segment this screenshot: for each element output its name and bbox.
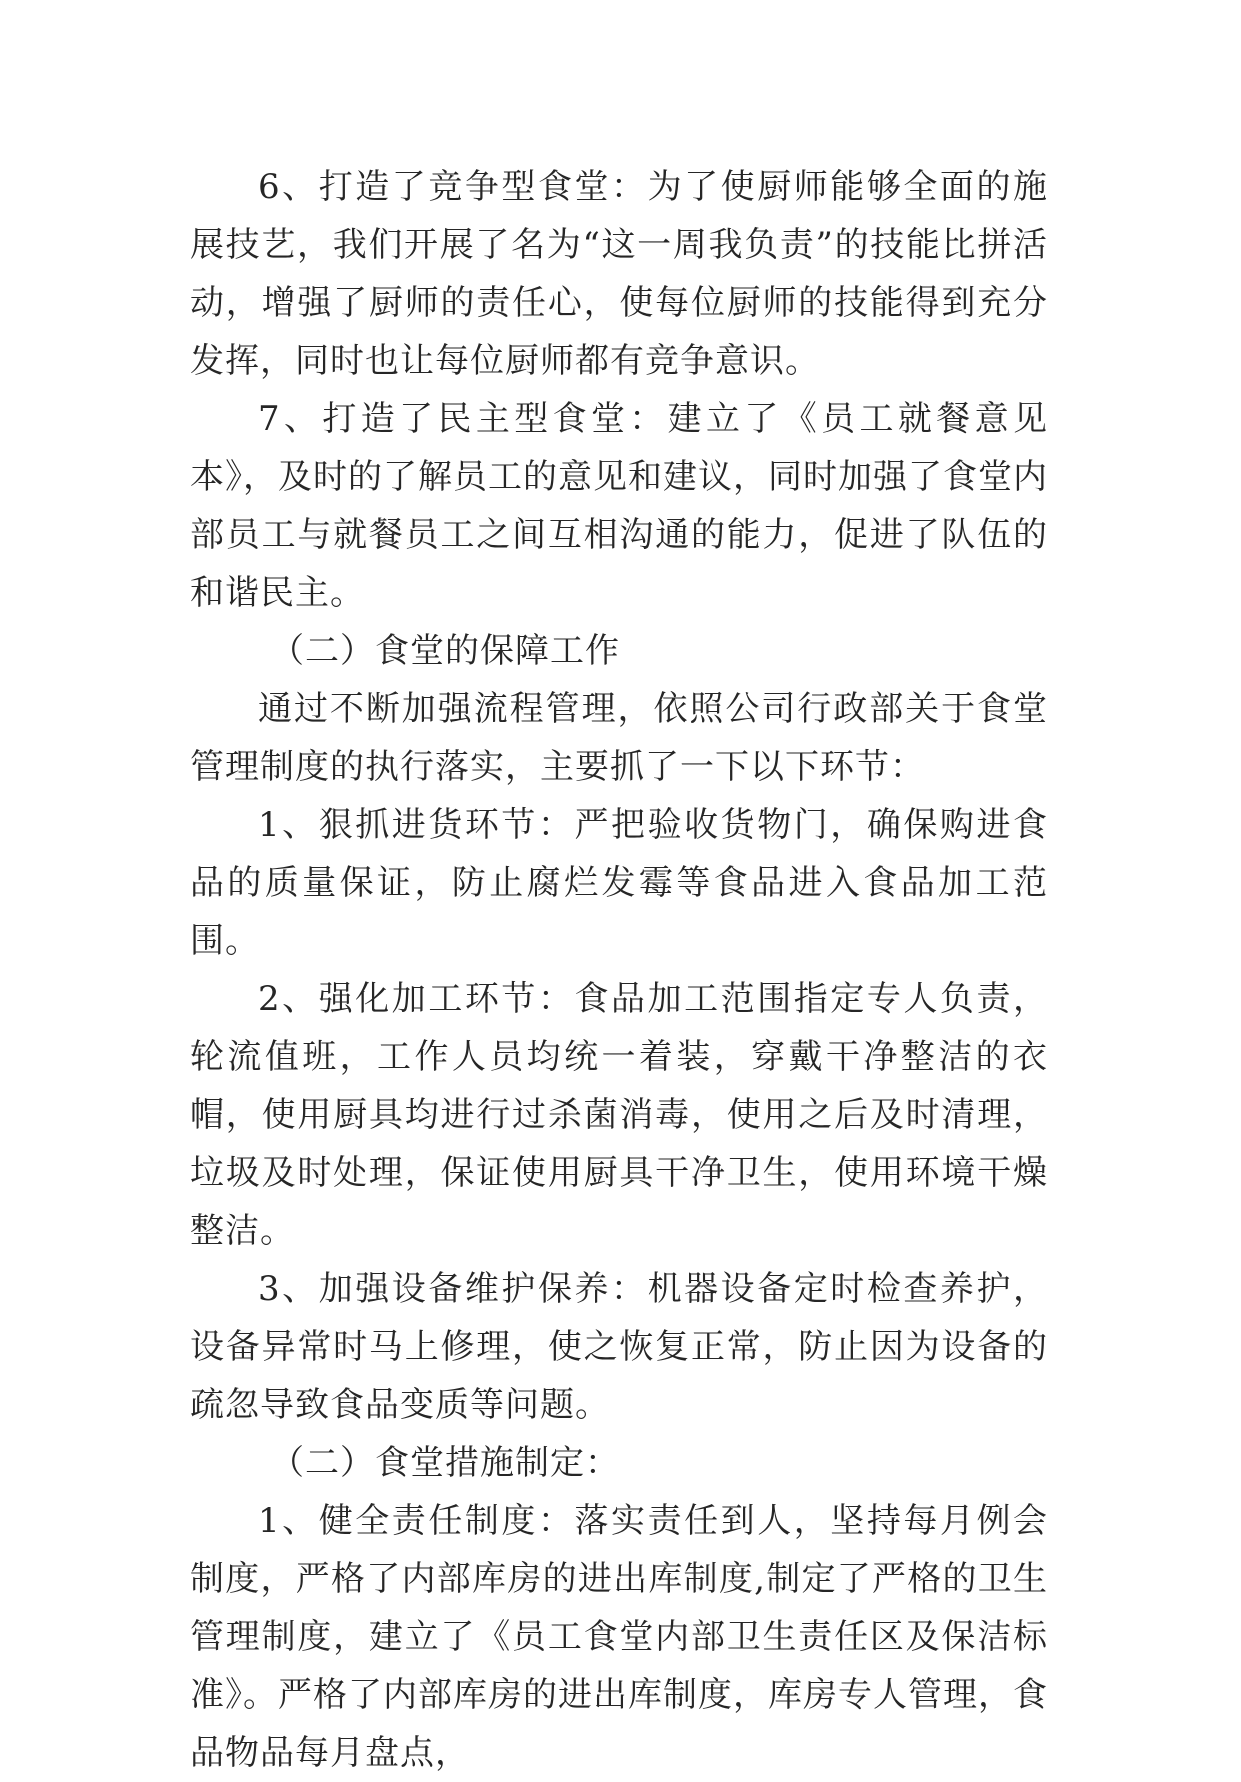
section-heading-guarantee-work: （二）食堂的保障工作 [270,631,620,671]
document-body [190,158,1048,1782]
paragraph-democratic-canteen: 7、打造了民主型食堂：建立了《员工就餐意见本》，及时的了解员工的意见和建议，同时加强了食堂内部员工与就餐员工之间互相沟通的能力，促进了队伍的和谐民主。 [190,399,1048,613]
paragraph-purchasing: 1、狠抓进货环节：严把验收货物门，确保购进食品的质量保证，防止腐烂发霉等食品进入食品加工范围。 [190,805,1048,961]
section-heading-measures: （二）食堂措施制定： [270,1443,620,1483]
paragraph-responsibility-system: 1、健全责任制度：落实责任到人，坚持每月例会制度，严格了内部库房的进出库制度,制定了严格的卫生管理制度，建立了《员工食堂内部卫生责任区及保洁标准》。严格了内部库房的进出库制度，库房专人管理，食品物品每月盘点， [190,1501,1048,1773]
paragraph-processing: 2、强化加工环节：食品加工范围指定专人负责，轮流值班，工作人员均统一着装，穿戴干净整洁的衣帽，使用厨具均进行过杀菌消毒，使用之后及时清理，垃圾及时处理，保证使用厨具干净卫生，使用环境干燥整洁。 [190,979,1048,1251]
paragraph-competitive-canteen: 6、打造了竞争型食堂：为了使厨师能够全面的施展技艺，我们开展了名为“这一周我负责”的技能比拼活动，增强了厨师的责任心，使每位厨师的技能得到充分发挥，同时也让每位厨师都有竞争意识。 [190,167,1048,381]
paragraph-process-management: 通过不断加强流程管理，依照公司行政部关于食堂管理制度的执行落实，主要抓了一下以下环节： [190,689,1048,787]
paragraph-equipment: 3、加强设备维护保养：机器设备定时检查养护，设备异常时马上修理，使之恢复正常，防止因为设备的疏忽导致食品变质等问题。 [190,1269,1048,1425]
